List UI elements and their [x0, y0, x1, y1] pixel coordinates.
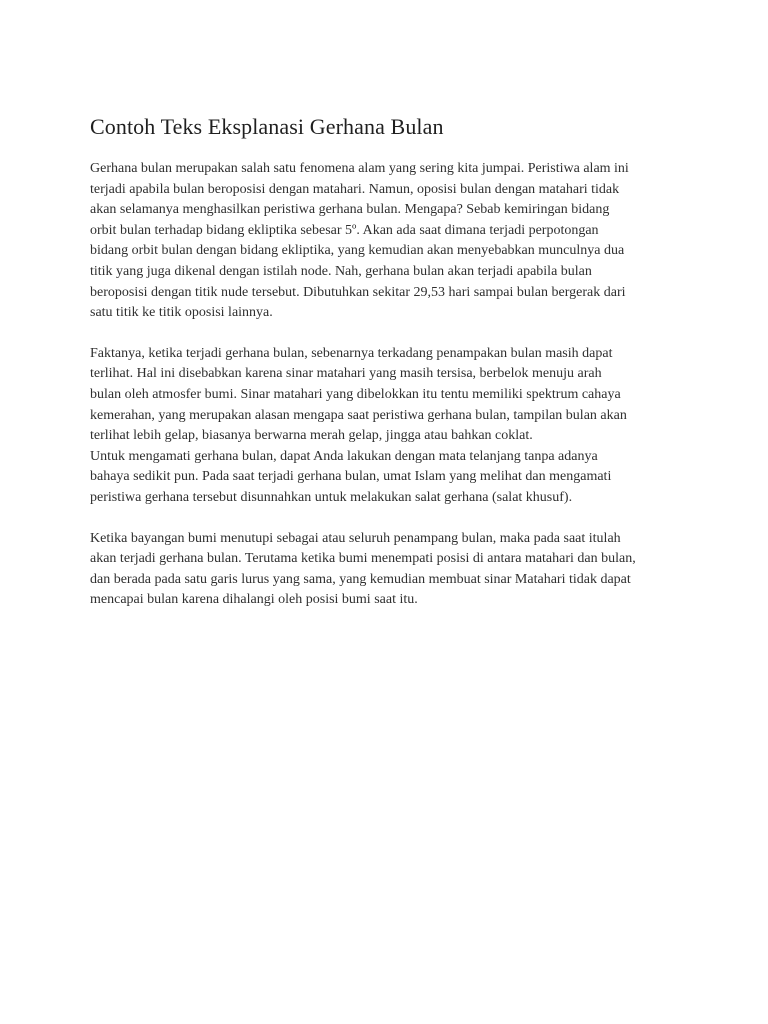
paragraph-3: [90, 529, 682, 611]
paragraph-line: bahaya sedikit pun. Pada saat terjadi gerhana bulan, umat Islam yang melihat dan mengamati: [90, 469, 612, 485]
paragraph-line: akan selamanya menghasilkan peristiwa gerhana bulan. Mengapa? Sebab kemiringan bidang: [90, 202, 610, 218]
paragraph-2: [90, 344, 682, 509]
paragraph-line: Gerhana bulan merupakan salah satu fenomena alam yang sering kita jumpai. Peristiwa alam ini: [90, 161, 629, 176]
paragraph-line: Faktanya, ketika terjadi gerhana bulan, sebenarnya terkadang penampakan bulan masih dapat: [90, 345, 613, 361]
paragraph-line: titik yang juga dikenal dengan istilah node. Nah, gerhana bulan akan terjadi apabila bulan: [90, 263, 592, 279]
document-content: [90, 112, 682, 631]
paragraph-line: terlihat lebih gelap, biasanya berwarna merah gelap, jingga atau bahkan coklat.: [90, 428, 533, 444]
paragraph-line: Untuk mengamati gerhana bulan, dapat Anda lakukan dengan mata telanjang tanpa adanya: [90, 448, 598, 464]
paragraph-line: terlihat. Hal ini disebabkan karena sinar matahari yang masih tersisa, berbelok menuju arah: [90, 366, 602, 382]
paragraph-line: Ketika bayangan bumi menutupi sebagai atau seluruh penampang bulan, maka pada saat itulah: [90, 530, 621, 546]
paragraph-line: kemerahan, yang merupakan alasan mengapa saat peristiwa gerhana bulan, tampilan bulan akan: [90, 407, 627, 423]
paragraph-line: bidang orbit bulan dengan bidang ekliptika, yang kemudian akan menyebabkan munculnya dua: [90, 243, 625, 259]
paragraph-line: peristiwa gerhana tersebut disunnahkan untuk melakukan salat gerhana (salat khusuf).: [90, 489, 573, 505]
paragraph-line: bulan oleh atmosfer bumi. Sinar matahari yang dibelokkan itu tentu memiliki spektrum cahaya: [90, 386, 621, 402]
paragraph-line: mencapai bulan karena dihalangi oleh posisi bumi saat itu.: [90, 592, 418, 608]
paragraph-1: [90, 159, 682, 324]
paragraph-line: orbit bulan terhadap bidang ekliptika sebesar 5º. Akan ada saat dimana terjadi perpotongan: [90, 222, 599, 238]
document-title: Contoh Teks Eksplanasi Gerhana Bulan: [90, 114, 444, 139]
paragraph-line: terjadi apabila bulan beroposisi dengan matahari. Namun, oposisi bulan dengan matahari tidak: [90, 181, 620, 197]
paragraph-line: akan terjadi gerhana bulan. Terutama ketika bumi menempati posisi di antara matahari dan bulan,: [90, 551, 636, 567]
paragraph-line: dan berada pada satu garis lurus yang sama, yang kemudian membuat sinar Matahari tidak dapat: [90, 571, 631, 587]
paragraph-line: satu titik ke titik oposisi lainnya.: [90, 305, 273, 321]
paragraph-line: beroposisi dengan titik nude tersebut. Dibutuhkan sekitar 29,53 hari sampai bulan bergerak dari: [90, 284, 626, 300]
